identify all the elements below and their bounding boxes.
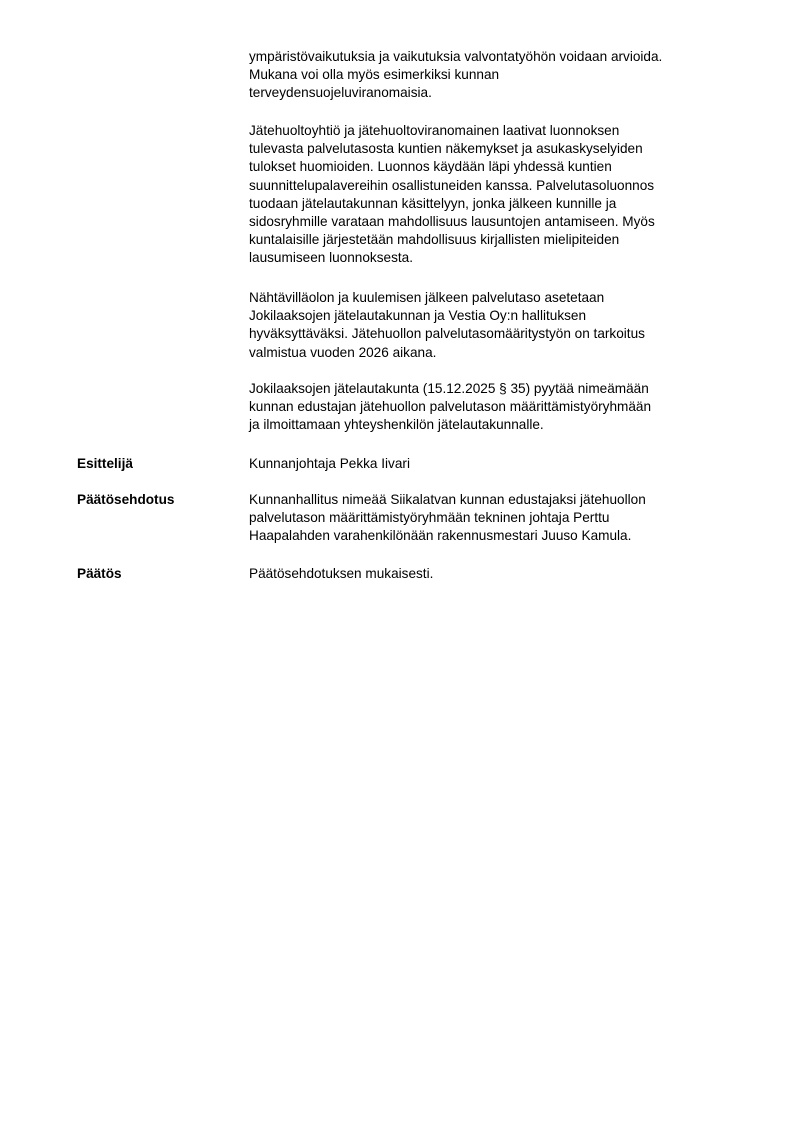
text-line: kuntalaisille järjestetään mahdollisuus kirjallisten mielipiteiden (249, 232, 620, 248)
text-line: tuodaan jätelautakunnan käsittelyyn, jonka jälkeen kunnille ja (249, 195, 617, 211)
paragraph-draft-service-level (249, 122, 749, 268)
text-line: Jokilaaksojen jätelautakunta (15.12.2025 § 35) pyytää nimeämään (249, 381, 649, 396)
text-line: hyväksyttäväksi. Jätehuollon palvelutasomääritystyön on tarkoitus (249, 326, 645, 342)
text-line: suunnittelupalavereihin osallistuneiden kanssa. Palvelutasoluonnos (249, 177, 655, 193)
paragraph-environmental-impacts (249, 48, 749, 103)
text-line: Jätehuoltoyhtiö ja jätehuoltoviranomainen laativat luonnoksen (249, 123, 620, 138)
paatosehdotus-label: Päätösehdotus (77, 492, 175, 507)
text-line: lausumiseen luonnoksesta. (249, 250, 413, 266)
paatos-label: Päätös (77, 566, 122, 581)
text-line: kunnan edustajan jätehuollon palvelutason määrittämistyöryhmään (249, 399, 652, 415)
paragraph-approval (249, 289, 749, 362)
text-line: tulokset huomioiden. Luonnos käydään läpi yhdessä kuntien (249, 159, 612, 175)
text-line: Kunnanjohtaja Pekka Iivari (249, 456, 410, 471)
esittelija-value (249, 455, 749, 473)
text-line: Nähtävilläolon ja kuulemisen jälkeen palvelutaso asetetaan (249, 290, 605, 305)
text-line: valmistua vuoden 2026 aikana. (249, 344, 437, 360)
paragraph-request (249, 380, 749, 435)
text-line: terveydensuojeluviranomaisia. (249, 85, 432, 101)
text-line: palvelutason määrittämistyöryhmään tekninen johtaja Perttu (249, 510, 610, 526)
text-line: ympäristövaikutuksia ja vaikutuksia valvontatyöhön voidaan arvioida. (249, 49, 663, 64)
text-line: Kunnanhallitus nimeää Siikalatvan kunnan edustajaksi jätehuollon (249, 492, 646, 507)
text-line: Jokilaaksojen jätelautakunnan ja Vestia Oy:n hallituksen (249, 308, 587, 324)
text-line: tulevasta palvelutasosta kuntien näkemykset ja asukaskyselyiden (249, 141, 643, 157)
paatos-value (249, 565, 749, 583)
text-line: Päätösehdotuksen mukaisesti. (249, 566, 434, 581)
text-line: sidosryhmille varataan mahdollisuus lausuntojen antamiseen. Myös (249, 214, 655, 230)
text-line: Mukana voi olla myös esimerkiksi kunnan (249, 67, 500, 83)
text-line: ja ilmoittamaan yhteyshenkilön jätelautakunnalle. (249, 417, 544, 433)
paatosehdotus-value (249, 491, 749, 546)
esittelija-label: Esittelijä (77, 456, 133, 471)
text-line: Haapalahden varahenkilönään rakennusmestari Juuso Kamula. (249, 528, 632, 544)
